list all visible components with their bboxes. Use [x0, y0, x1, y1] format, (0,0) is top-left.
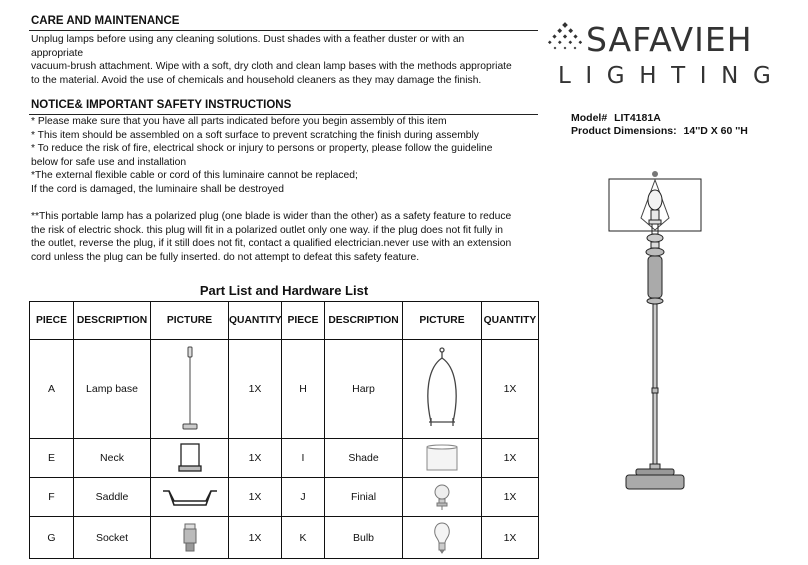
description-cell: Neck — [74, 439, 151, 477]
table-header-row — [30, 302, 539, 340]
description-cell: Shade — [325, 439, 403, 477]
parts-table-title: Part List and Hardware List — [199, 283, 369, 298]
finial-icon — [431, 482, 453, 512]
brand-diamond-icon — [548, 22, 582, 60]
care-line: Unplug lamps before using any cleaning solutions. Dust shades with a feather duster or with an — [31, 34, 465, 45]
description-cell: Lamp base — [74, 340, 151, 439]
polarized-line: the outlet, reverse the plug, if it still does not fit, contact a qualified electrician.never use with an extension — [31, 238, 512, 250]
piece-cell: H — [282, 340, 325, 439]
model-line — [571, 112, 748, 125]
header-description: DESCRIPTION — [74, 302, 151, 340]
shade-icon — [425, 443, 459, 473]
table-row — [30, 439, 539, 477]
header-picture: PICTURE — [151, 302, 229, 340]
table-row — [30, 340, 539, 439]
quantity-cell: 1X — [229, 517, 282, 559]
brand-sub: LIGHTING — [558, 63, 786, 89]
product-info — [571, 112, 748, 138]
quantity-cell: 1X — [229, 439, 282, 477]
dimensions-value: 14''D X 60 ''H — [683, 125, 748, 137]
notice-text — [31, 115, 493, 197]
piece-cell: F — [30, 477, 74, 517]
quantity-cell: 1X — [229, 477, 282, 517]
polarized-line: **This portable lamp has a polarized plug (one blade is wider than the other) as a safety feature to reduce — [31, 211, 512, 222]
picture-cell — [151, 439, 229, 477]
description-cell: Saddle — [74, 477, 151, 517]
description-cell: Harp — [325, 340, 403, 439]
care-line: appropriate — [31, 47, 84, 59]
quantity-cell: 1X — [482, 517, 539, 559]
neck-icon — [178, 442, 202, 474]
notice-line: * Please make sure that you have all parts indicated before you begin assembly of this item — [31, 116, 447, 127]
header-description: DESCRIPTION — [325, 302, 403, 340]
quantity-cell: 1X — [229, 340, 282, 439]
care-line: to the material. Avoid the use of chemicals and household cleaners as they may damage the finish. — [31, 74, 482, 86]
header-quantity: QUANTITY — [229, 302, 282, 340]
polarized-text — [31, 210, 511, 264]
notice-line: *The external flexible cable or cord of this luminaire cannot be replaced; — [31, 170, 358, 182]
parts-table — [29, 301, 539, 559]
saddle-icon — [160, 485, 220, 509]
piece-cell: G — [30, 517, 74, 559]
model-label: Model# — [571, 112, 608, 124]
header-piece: PIECE — [282, 302, 325, 340]
quantity-cell: 1X — [482, 477, 539, 517]
harp-icon — [417, 346, 467, 432]
dimensions-label: Product Dimensions: — [571, 125, 677, 137]
brand-name: SAFAVIEH — [586, 20, 753, 59]
quantity-cell: 1X — [482, 439, 539, 477]
piece-cell: I — [282, 439, 325, 477]
dimensions-line — [571, 125, 748, 138]
quantity-cell: 1X — [482, 340, 539, 439]
care-text — [31, 33, 512, 87]
picture-cell — [403, 340, 482, 439]
notice-line: * To reduce the risk of fire, electrical shock or injury to persons or property, please follow the guideline — [31, 143, 493, 155]
brand-logo — [548, 20, 788, 90]
polarized-line: cord unless the plug can be fully inserted. do not attempt to defeat this safety feature. — [31, 251, 420, 263]
care-divider — [29, 30, 538, 31]
table-row — [30, 517, 539, 559]
picture-cell — [403, 477, 482, 517]
piece-cell: K — [282, 517, 325, 559]
notice-line: below for safe use and installation — [31, 156, 187, 168]
polarized-line: the risk of electric shock. this plug will fit in a polarized outlet only one way. if the plug does not fit fully in — [31, 224, 503, 236]
piece-cell: J — [282, 477, 325, 517]
floor-lamp-illustration — [600, 170, 710, 500]
notice-line: * This item should be assembled on a soft surface to prevent scratching the finish during assembly — [31, 129, 479, 141]
table-row — [30, 477, 539, 517]
picture-cell — [403, 439, 482, 477]
notice-heading: NOTICE& IMPORTANT SAFETY INSTRUCTIONS — [31, 99, 292, 111]
piece-cell: A — [30, 340, 74, 439]
picture-cell — [151, 517, 229, 559]
care-line: vacuum-brush attachment. Wipe with a soft, dry cloth and clean lamp bases with the methods appropriate — [31, 61, 512, 73]
picture-cell — [403, 517, 482, 559]
header-piece: PIECE — [30, 302, 74, 340]
header-picture: PICTURE — [403, 302, 482, 340]
description-cell: Finial — [325, 477, 403, 517]
socket-icon — [182, 522, 198, 554]
header-quantity: QUANTITY — [482, 302, 539, 340]
bulb-icon — [432, 521, 452, 555]
notice-line: If the cord is damaged, the luminaire shall be destroyed — [31, 183, 284, 195]
piece-cell: E — [30, 439, 74, 477]
care-heading: CARE AND MAINTENANCE — [31, 15, 180, 27]
lamp-base-icon — [180, 346, 200, 432]
picture-cell — [151, 477, 229, 517]
model-value: LIT4181A — [614, 112, 661, 124]
description-cell: Bulb — [325, 517, 403, 559]
picture-cell — [151, 340, 229, 439]
description-cell: Socket — [74, 517, 151, 559]
